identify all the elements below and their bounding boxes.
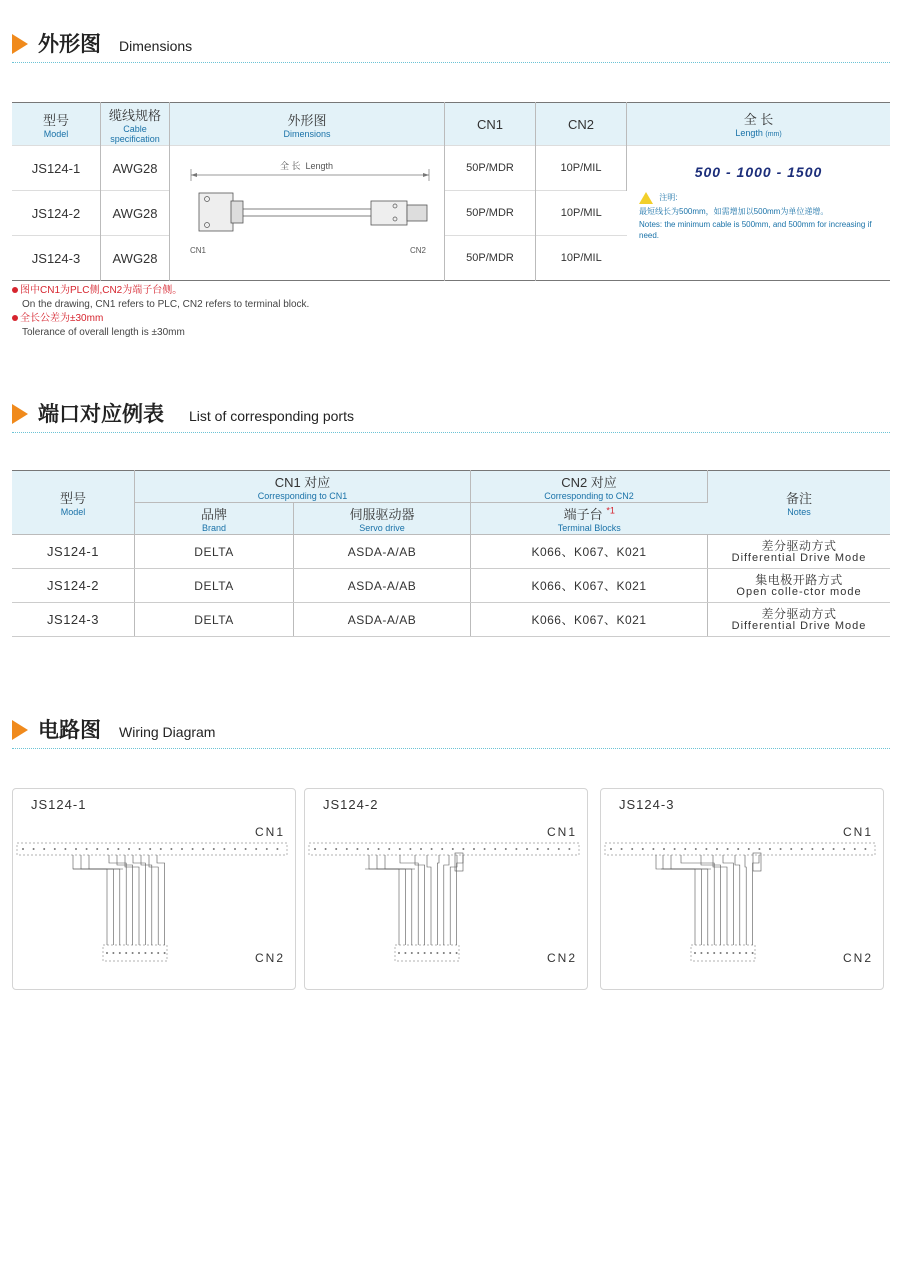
cn2-connector <box>691 945 755 961</box>
cn1-cell: 50P/MDR <box>445 146 536 191</box>
wiring-title: JS124-1 <box>31 797 87 812</box>
arrow-icon <box>12 404 28 424</box>
warning-icon <box>639 192 653 204</box>
wires <box>73 855 165 945</box>
brand-cell: DELTA <box>135 535 294 569</box>
wiring-box-2 <box>304 788 588 990</box>
wiring-box-1 <box>12 788 296 990</box>
th-brand: 品牌 Brand <box>135 503 294 535</box>
wiring-title: JS124-2 <box>323 797 379 812</box>
wiring-cn1-label: CN1 <box>546 825 577 839</box>
notes-cell: 集电极开路方式 Open colle-ctor mode <box>708 569 891 603</box>
section-wiring <box>12 716 890 749</box>
cn1-drawing-label: CN1 <box>190 246 207 255</box>
servo-cell: ASDA-A/AB <box>294 535 471 569</box>
footnotes <box>12 284 309 340</box>
cable-cell: AWG28 <box>101 191 170 236</box>
section-title-en: Dimensions <box>119 38 193 54</box>
terminal-cell: K066、K067、K021 <box>471 535 708 569</box>
wiring-cn2-label: CN2 <box>254 951 285 965</box>
length-label: 全 长 Length <box>280 161 334 171</box>
cn1-connector <box>309 843 579 855</box>
section-title-en: Wiring Diagram <box>119 724 216 740</box>
cn1-connector <box>605 843 875 855</box>
th-servo: 伺服驱动器 Servo drive <box>294 503 471 535</box>
wires <box>656 853 761 945</box>
bullet-icon <box>12 287 18 293</box>
length-cell <box>627 146 891 281</box>
bullet-icon <box>12 315 18 321</box>
th-model: 型号 Model <box>12 103 101 146</box>
th-cn1: CN1 <box>445 103 536 146</box>
dimension-drawing-cell <box>170 146 445 281</box>
th-dimensions: 外形图 Dimensions <box>170 103 445 146</box>
section-header <box>12 30 890 63</box>
ports-table <box>12 470 890 637</box>
table-row <box>12 603 890 637</box>
brand-cell: DELTA <box>135 569 294 603</box>
model-cell: JS124-3 <box>12 603 135 637</box>
terminal-cell: K066、K067、K021 <box>471 603 708 637</box>
wiring-diagram <box>13 789 295 989</box>
arrow-icon <box>12 720 28 740</box>
notes-cell: 差分驱动方式 Differential Drive Mode <box>708 603 891 637</box>
footnote-2-en: Tolerance of overall length is ±30mm <box>22 327 185 338</box>
cn1-cell: 50P/MDR <box>445 236 536 281</box>
cable-cell: AWG28 <box>101 146 170 191</box>
th-cn2: CN2 对应 Corresponding to CN2 <box>471 471 708 503</box>
dimensions-table-wrap <box>12 102 890 281</box>
brand-cell: DELTA <box>135 603 294 637</box>
note-en: Notes: the minimum cable is 500mm, and 500mm for increasing if need. <box>639 220 872 240</box>
table-row <box>12 569 890 603</box>
wiring-cn1-label: CN1 <box>254 825 285 839</box>
section-title-en: List of corresponding ports <box>189 408 354 424</box>
servo-cell: ASDA-A/AB <box>294 603 471 637</box>
footnote-1-en: On the drawing, CN1 refers to PLC, CN2 refers to terminal block. <box>22 299 310 310</box>
servo-cell: ASDA-A/AB <box>294 569 471 603</box>
th-terminal: 端子台 $^{*1}$ Terminal Blocks <box>471 503 708 535</box>
model-cell: JS124-2 <box>12 569 135 603</box>
cn2-cell: 10P/MIL <box>536 191 627 236</box>
model-cell: JS124-3 <box>12 236 101 281</box>
cn2-cell: 10P/MIL <box>536 146 627 191</box>
model-cell: JS124-1 <box>12 146 101 191</box>
wiring-title: JS124-3 <box>619 797 675 812</box>
th-cn1: CN1 对应 Corresponding to CN1 <box>135 471 471 503</box>
model-cell: JS124-2 <box>12 191 101 236</box>
wiring-cn1-label: CN1 <box>842 825 873 839</box>
footnote-1-cn: 图中CN1为PLC侧,CN2为端子台侧。 <box>20 285 183 296</box>
cn2-connector <box>103 945 167 961</box>
table-row <box>12 146 890 191</box>
cn1-connector <box>17 843 287 855</box>
wiring-cn2-label: CN2 <box>546 951 577 965</box>
cable-cell: AWG28 <box>101 236 170 281</box>
wiring-cn2-label: CN2 <box>842 951 873 965</box>
section-title-cn: 电路图 <box>38 718 101 742</box>
wiring-box-3 <box>600 788 884 990</box>
section-dimensions <box>12 30 890 63</box>
arrow-icon <box>12 34 28 54</box>
length-notes <box>639 192 878 241</box>
wiring-diagram <box>305 789 587 989</box>
section-header <box>12 400 890 433</box>
wiring-diagram <box>601 789 883 989</box>
section-header <box>12 716 890 749</box>
th-notes: 备注 Notes <box>708 471 891 535</box>
cn1-cell: 50P/MDR <box>445 191 536 236</box>
model-cell: JS124-1 <box>12 535 135 569</box>
cn2-connector <box>395 945 459 961</box>
th-model: 型号 Model <box>12 471 135 535</box>
cn2-cell: 10P/MIL <box>536 236 627 281</box>
th-cn2: CN2 <box>536 103 627 146</box>
section-ports <box>12 400 890 433</box>
footnote-2-cn: 全长公差为±30mm <box>20 313 104 324</box>
ports-table-wrap <box>12 470 890 637</box>
dimensions-table <box>12 102 890 281</box>
th-cable: 缆线规格 Cable specification <box>101 103 170 146</box>
wires <box>365 853 463 945</box>
th-length: 全 长 Length (mm) <box>627 103 891 146</box>
table-row <box>12 535 890 569</box>
section-title-cn: 端口对应例表 <box>38 402 164 426</box>
notes-cell: 差分驱动方式 Differential Drive Mode <box>708 535 891 569</box>
cn2-drawing-label: CN2 <box>410 246 427 255</box>
terminal-cell: K066、K067、K021 <box>471 569 708 603</box>
length-value: 500 - 1000 - 1500 <box>694 164 823 180</box>
note-cn: 最短线长为500mm，如需增加以500mm为单位递增。 <box>639 207 829 216</box>
note-head: 注明: <box>659 193 678 203</box>
section-title-cn: 外形图 <box>38 32 101 56</box>
